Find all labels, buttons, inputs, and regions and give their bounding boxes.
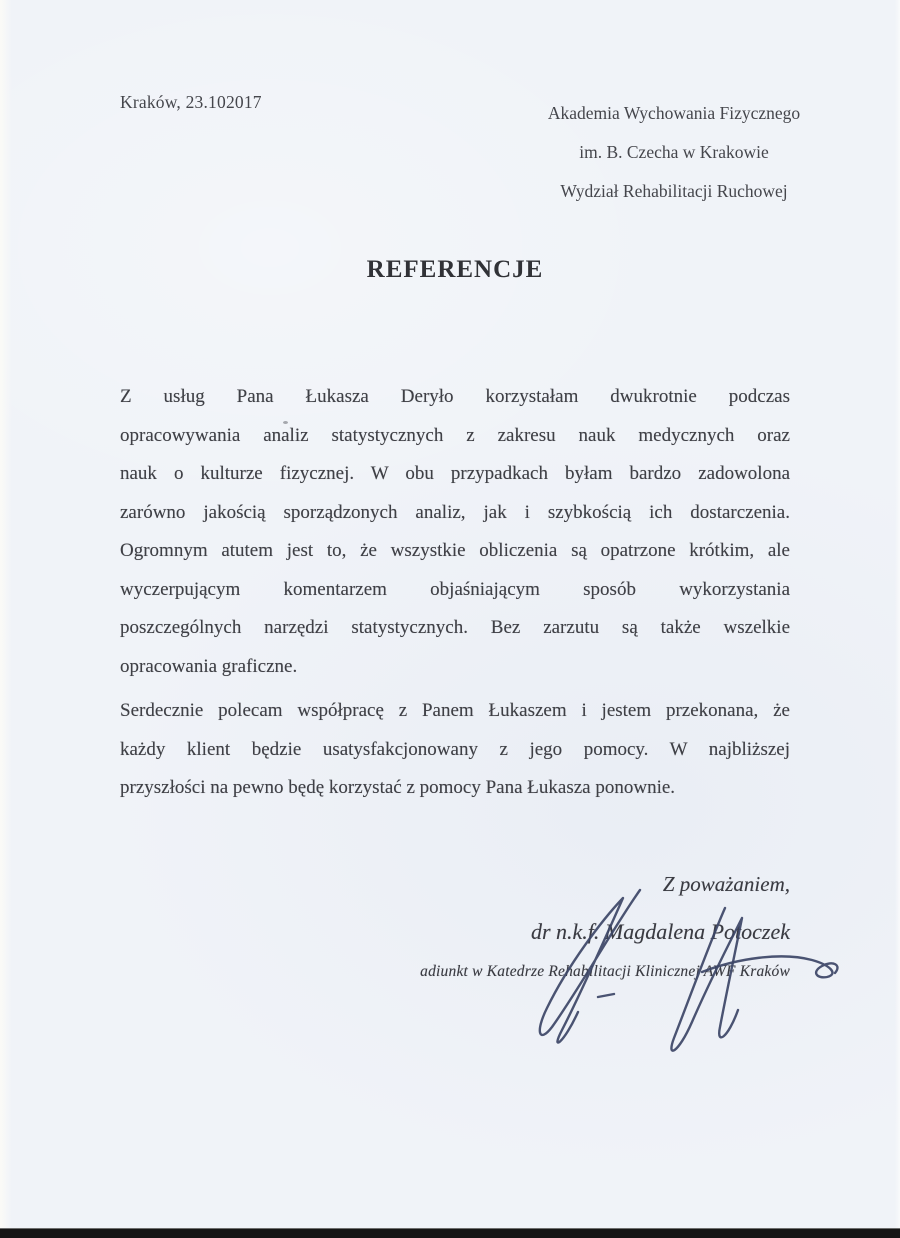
signer-title: adiunkt w Katedrze Rehabilitacji Klinicznej AWF Kraków: [420, 963, 790, 980]
signer-name: dr n.k.f. Magdalena Potoczek: [530, 919, 790, 944]
page-edge-highlight-right: [895, 0, 900, 1238]
body-line: opracowania graficzne.: [120, 655, 298, 677]
body-line: przyszłości na pewno będę korzystać z pomocy Pana Łukasza ponownie.: [120, 777, 676, 798]
scan-speck: [283, 421, 288, 424]
valediction: Z poważaniem,: [662, 872, 790, 896]
body-line: nauk o kulturze fizycznej. W obu przypadkach byłam bardzo zadowolona: [120, 463, 790, 484]
date-line: Kraków, 23.102017: [120, 92, 262, 112]
letter-title: REFERENCJE: [366, 256, 544, 283]
body-line: zarówno jakością sporządzonych analiz, jak i szybkością ich dostarczenia.: [120, 501, 790, 523]
body-line: opracowywania analiz statystycznych z zakresu nauk medycznych oraz: [120, 424, 790, 446]
page-edge-highlight-left: [0, 0, 12, 1238]
institution-line-2: im. B. Czecha w Krakowie: [579, 142, 769, 162]
institution-line-1: Akademia Wychowania Fizycznego: [547, 103, 801, 123]
body-line: każdy klient będzie usatysfakcjonowany z jego pomocy. W najbliższej: [120, 738, 790, 760]
body-line: Ogromnym atutem jest to, że wszystkie obliczenia są opatrzone krótkim, ale: [120, 540, 790, 561]
institution-block: [538, 94, 810, 211]
scanner-edge-bar: [0, 1228, 900, 1238]
body-line: Serdecznie polecam współpracę z Panem Łukaszem i jestem przekonana, że: [120, 700, 790, 721]
body-line: wyczerpującym komentarzem objaśniającym sposób wykorzystania: [120, 578, 790, 600]
body-paragraph-1: [120, 378, 790, 686]
body-line: Z usług Pana Łukasza Deryło korzystałam dwukrotnie podczas: [120, 386, 790, 407]
letter-body: [120, 378, 790, 808]
body-paragraph-2: [120, 692, 790, 808]
body-line: poszczególnych narzędzi statystycznych. Bez zarzutu są także wszelkie: [120, 617, 790, 638]
institution-line-3: Wydział Rehabilitacji Ruchowej: [560, 181, 788, 201]
signature-stroke: [598, 994, 614, 997]
